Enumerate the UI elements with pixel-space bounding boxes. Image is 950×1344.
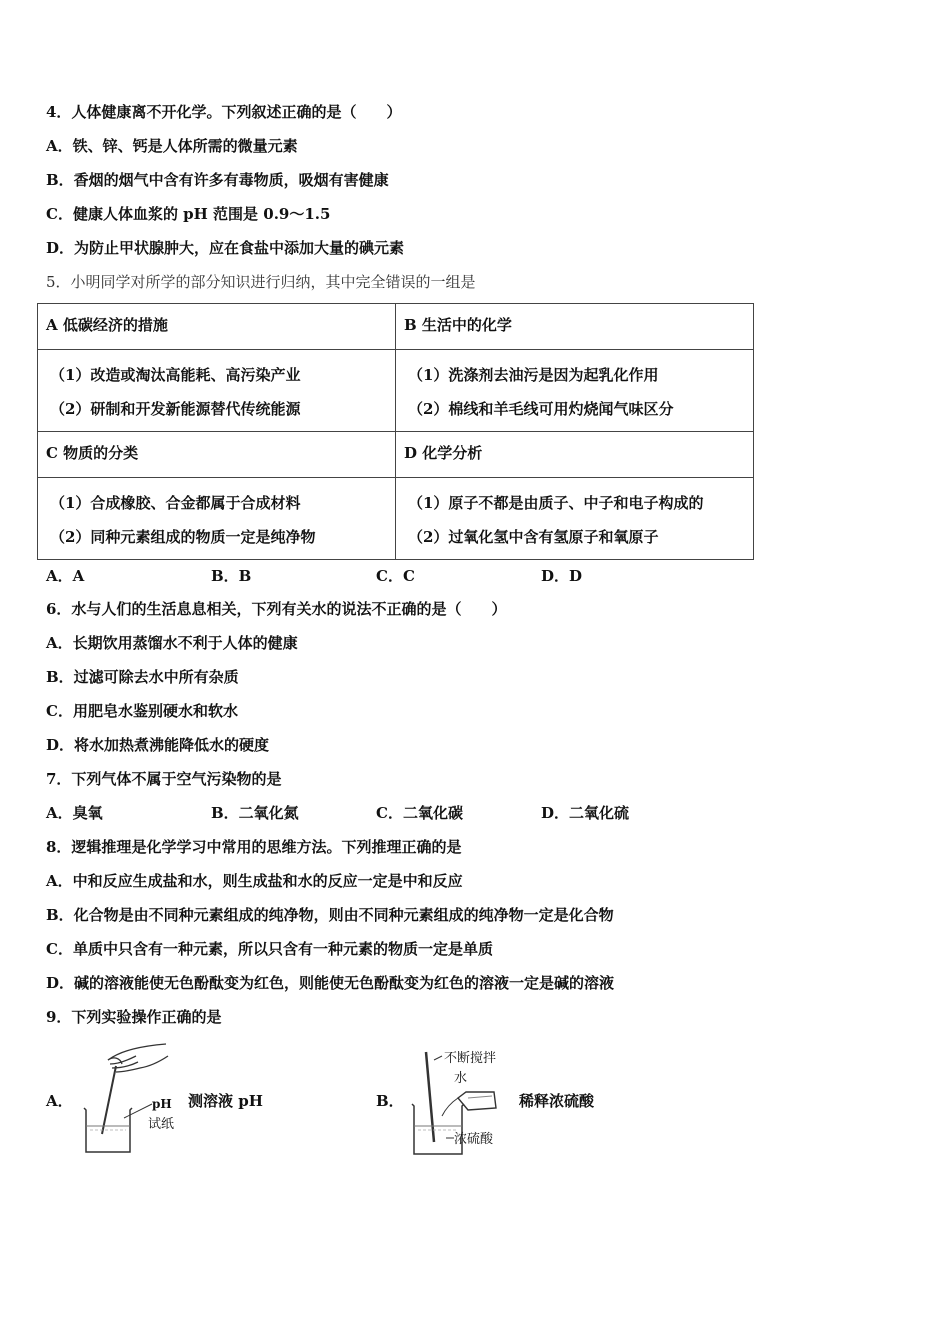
q6-option-b: B．过滤可除去水中所有杂质 [46, 668, 239, 686]
q5-b-item-2: （2）棉线和羊毛线可用灼烧闻气味区分 [408, 400, 674, 418]
ph-paper-label: pH [152, 1097, 172, 1111]
q7-option-b: B．二氧化氮 [211, 804, 299, 822]
q5-cell-d-header: D 化学分析 [396, 432, 754, 478]
q9-option-a-letter: A． [46, 1092, 73, 1110]
q4-option-c: C．健康人体血浆的 pH 范围是 0.9～1.5 [46, 205, 331, 223]
q5-stem: 5．小明同学对所学的部分知识进行归纳，其中完全错误的一组是 [46, 273, 476, 291]
q5-a-item-1: （1）改造或淘汰高能耗、高污染产业 [50, 366, 301, 384]
q5-cell-d-body [396, 478, 754, 560]
q7-option-a: A．臭氧 [46, 804, 103, 822]
q6-option-d: D．将水加热煮沸能降低水的硬度 [46, 736, 270, 754]
dilute-acid-beaker-figure [406, 1046, 514, 1162]
q5-b-item-1: （1）洗涤剂去油污是因为起乳化作用 [408, 366, 659, 384]
q5-cell-a-header: A 低碳经济的措施 [38, 304, 396, 350]
q5-c-item-2: （2）同种元素组成的物质一定是纯净物 [50, 528, 316, 546]
acid-label: 浓硫酸 [454, 1132, 494, 1147]
q9-option-b-letter: B． [376, 1092, 404, 1110]
q5-c-item-1: （1）合成橡胶、合金都属于合成材料 [50, 494, 301, 512]
q9-stem: 9．下列实验操作正确的是 [46, 1008, 222, 1026]
q5-knowledge-table [37, 303, 754, 560]
q8-option-a: A．中和反应生成盐和水，则生成盐和水的反应一定是中和反应 [46, 872, 463, 890]
q5-cell-c-header: C 物质的分类 [38, 432, 396, 478]
q5-a-item-2: （2）研制和开发新能源替代传统能源 [50, 400, 301, 418]
q8-option-c: C．单质中只含有一种元素，所以只含有一种元素的物质一定是单质 [46, 940, 493, 958]
q6-option-c: C．用肥皂水鉴别硬水和软水 [46, 702, 238, 720]
q5-d-item-2: （2）过氧化氢中含有氢原子和氧原子 [408, 528, 659, 546]
q5-option-d: D．D [541, 567, 583, 585]
q5-cell-a-body [38, 350, 396, 432]
q9-option-b-caption: 稀释浓硫酸 [519, 1092, 595, 1110]
q5-option-b: B．B [211, 567, 252, 585]
q5-cell-c-body [38, 478, 396, 560]
q7-option-c: C．二氧化碳 [376, 804, 463, 822]
q6-option-a: A．长期饮用蒸馏水不利于人体的健康 [46, 634, 298, 652]
q5-option-a: A．A [46, 567, 85, 585]
stir-label: 不断搅拌 [444, 1051, 497, 1066]
q4-stem: 4．人体健康离不开化学。下列叙述正确的是（ ） [46, 103, 402, 121]
q7-option-d: D．二氧化硫 [541, 804, 630, 822]
q5-d-item-1: （1）原子不都是由质子、中子和电子构成的 [408, 494, 704, 512]
q5-cell-b-header: B 生活中的化学 [396, 304, 754, 350]
q4-option-b: B．香烟的烟气中含有许多有毒物质，吸烟有害健康 [46, 171, 389, 189]
q8-option-b: B．化合物是由不同种元素组成的纯净物，则由不同种元素组成的纯净物一定是化合物 [46, 906, 614, 924]
q5-option-c: C．C [376, 567, 415, 585]
water-label: 水 [454, 1071, 468, 1086]
q4-option-d: D．为防止甲状腺肿大，应在食盐中添加大量的碘元素 [46, 239, 405, 257]
q8-stem: 8．逻辑推理是化学学习中常用的思维方法。下列推理正确的是 [46, 838, 462, 856]
q6-stem: 6．水与人们的生活息息相关，下列有关水的说法不正确的是（ ） [46, 600, 507, 618]
q7-stem: 7．下列气体不属于空气污染物的是 [46, 770, 282, 788]
q9-option-a-caption: 测溶液 pH [188, 1092, 263, 1110]
test-paper-label: 试纸 [148, 1117, 175, 1132]
q5-cell-b-body [396, 350, 754, 432]
q4-option-a: A．铁、锌、钙是人体所需的微量元素 [46, 137, 298, 155]
q8-option-d: D．碱的溶液能使无色酚酞变为红色，则能使无色酚酞变为红色的溶液一定是碱的溶液 [46, 974, 615, 992]
ph-test-beaker-figure [72, 1038, 188, 1158]
